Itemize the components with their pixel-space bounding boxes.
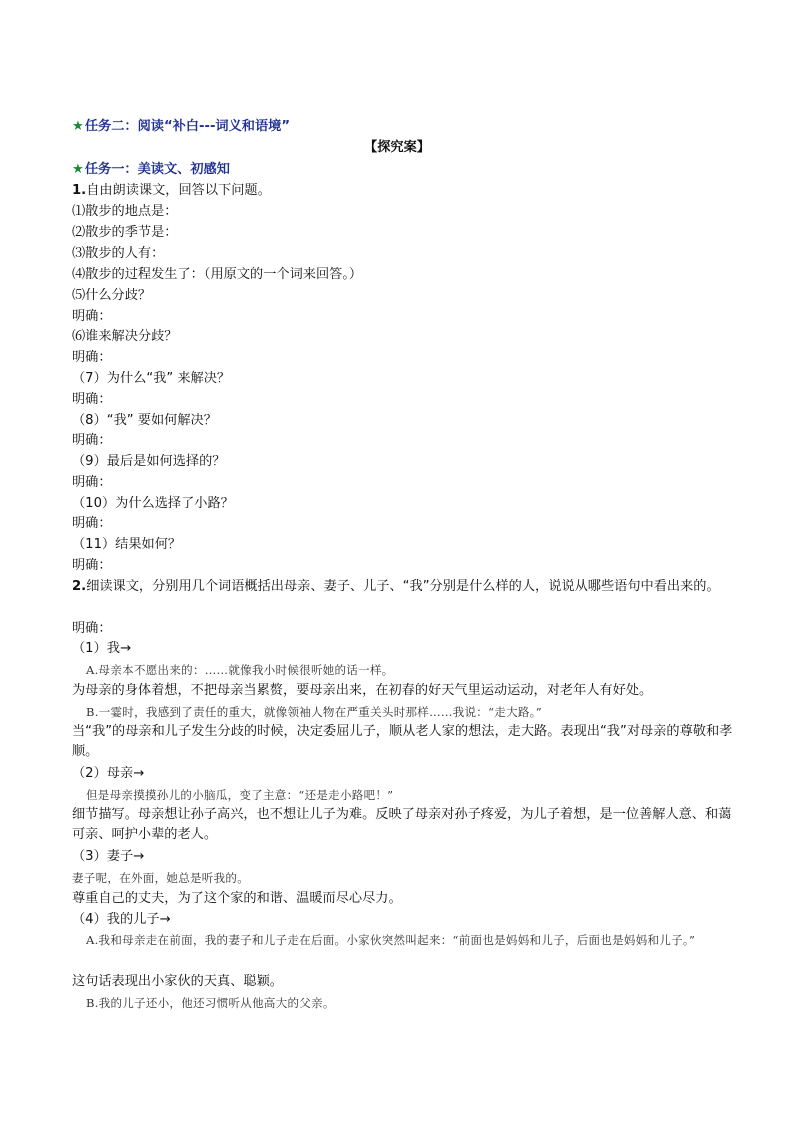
son-quote-b: B.我的儿子还小，他还习惯听从他高大的父亲。 [86, 996, 335, 1010]
answer-label: 明确： [72, 350, 112, 365]
answer-label: 明确： [72, 516, 112, 531]
answer-label: 明确： [72, 433, 112, 448]
wife-quote: 妻子呢，在外面，她总是听我的。 [72, 871, 249, 885]
q1-item: ⑵散步的季节是： [72, 225, 178, 240]
question-number: 2. [72, 579, 87, 594]
q1-item: ⑶散步的人有： [72, 246, 165, 261]
question-number: 1. [72, 183, 87, 198]
mother-analysis: 细节描写。母亲想让孙子高兴，也不想让儿子为难。反映了母亲对孙子疼爱，为儿子着想，是一位善解人意、和蔼可亲、呵护小辈的老人。 [72, 807, 732, 842]
wife-analysis: 尊重自己的丈夫，为了这个家的和谐、温暖而尽心尽力。 [72, 891, 402, 906]
task2-title: 任务二：阅读“补白---词义和语境” [84, 119, 291, 134]
answer-label: 明确： [72, 621, 112, 636]
son-label: （4）我的儿子→ [72, 912, 171, 927]
me-analysis-a: 为母亲的身体着想，不把母亲当累赘，要母亲出来，在初春的好天气里运动运动，对老年人有好处。 [72, 683, 653, 698]
me-quote-a: A.母亲本不愿出来的：……就像我小时候很听她的话一样。 [86, 663, 394, 677]
q1-item: （7）为什么“我” 来解决？ [72, 371, 231, 386]
answer-label: 明确： [72, 475, 112, 490]
star-icon: ★ [72, 119, 84, 134]
question-1 [72, 181, 734, 201]
answer-label: 明确： [72, 558, 112, 573]
q1-item: （9）最后是如何选择的？ [72, 454, 226, 469]
q1-item: ⑴散步的地点是： [72, 204, 178, 219]
me-label: （1）我→ [72, 641, 132, 656]
star-icon: ★ [72, 162, 84, 177]
me-quote-b: B.一霎时，我感到了责任的重大，就像领袖人物在严重关头时那样……我说：“走大路。” [86, 705, 542, 719]
question-text: 细读课文，分别用几个词语概括出母亲、妻子、儿子、“我”分别是什么样的人，说说从哪些语句中看出来的。 [86, 579, 720, 594]
wife-label: （3）妻子→ [72, 849, 145, 864]
q1-item: ⑷散步的过程发生了：（用原文的一个词来回答。） [72, 267, 363, 282]
q1-item: ⑸什么分歧？ [72, 288, 152, 303]
answer-label: 明确： [72, 392, 112, 407]
question-2 [72, 577, 734, 597]
question-text: 自由朗读课文，回答以下问题。 [86, 183, 271, 198]
son-quote-a: A.我和母亲走在前面，我的妻子和儿子走在后面。小家伙突然叫起来：“前面也是妈妈和儿子，后面也是妈妈和儿子。” [86, 933, 696, 947]
me-analysis-b: 当“我”的母亲和儿子发生分歧的时候，决定委屈儿子，顺从老人家的想法，走大路。表现出“我”对母亲的尊敬和孝顺。 [72, 724, 733, 759]
q1-item: （8）“我” 要如何解决？ [72, 413, 217, 428]
task1-title: 任务一：美读文、初感知 [84, 162, 230, 177]
mother-label: （2）母亲→ [72, 766, 145, 781]
q1-item: （11）结果如何？ [72, 537, 182, 552]
task2-heading [72, 117, 734, 137]
son-analysis-a: 这句话表现出小家伙的天真、聪颖。 [72, 974, 283, 989]
answer-label: 明确： [72, 309, 112, 324]
q1-item: ⑹谁来解决分歧？ [72, 329, 178, 344]
mother-quote: 但是母亲摸摸孙儿的小脑瓜，变了主意：“还是走小路吧！” [86, 788, 394, 802]
section-title: 【探究案】 [364, 140, 430, 155]
task1-heading [72, 160, 734, 180]
q1-item: （10）为什么选择了小路？ [72, 496, 234, 511]
